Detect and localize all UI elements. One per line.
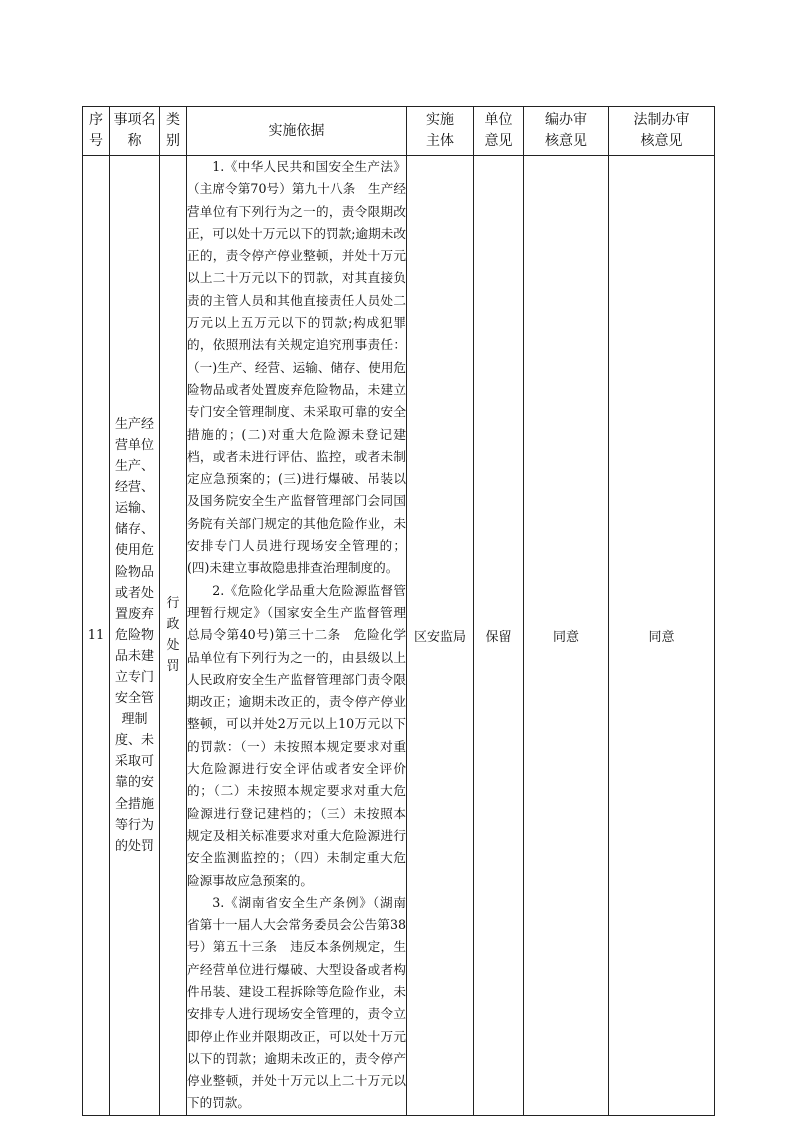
header-office-opinion: 编办审核意见 (524, 107, 609, 156)
basis-paragraph-3: 3.《湖南省安全生产条例》（湖南省第十一届人大会常务委员会公告第38号）第五十三条 违反本条例规定，生产经营单位进行爆破、大型设备或者构件吊装、建设工程拆除等危险作业，未安排专人进行现场安全管理的，责令立即停止作业并限期改正，可以处十万元以下的罚款；逾期未改正的，责令停产停业整顿，并处十万元以上二十万元以下的罚款。 (187, 894, 406, 1111)
header-subject: 实施主体 (407, 107, 474, 156)
table-header-row (83, 107, 715, 156)
row-legal-opinion: 同意 (609, 156, 715, 1116)
header-seq: 序号 (83, 107, 110, 156)
table-row (83, 156, 715, 1116)
items-table (82, 106, 715, 1116)
row-category: 行政处罚 (160, 156, 187, 1116)
basis-paragraph-1: 1.《中华人民共和国安全生产法》（主席令第70号）第九十八条 生产经营单位有下列行为之一的，责令限期改正，可以处十万元以下的罚款;逾期未改正的，责令停产停业整顿，并处十万元以上二十万元以下的罚款，对其直接负责的主管人员和其他直接责任人员处二万元以上五万元以下的罚款;构成犯罪的，依照刑法有关规定追究刑事责任：（一)生产、经营、运输、储存、使用危险物品或者处置废弃危险物品，未建立专门安全管理制度、未采取可靠的安全措施的；(二)对重大危险源未登记建档，或者未进行评估、监控，或者未制定应急预案的；(三)进行爆破、吊装以及国务院安全生产监督管理部门会同国务院有关部门规定的其他危险作业，未安排专门人员进行现场安全管理的；(四)未建立事故隐患排查治理制度的。 (187, 159, 407, 576)
row-unit-opinion: 保留 (474, 156, 524, 1116)
header-item-name: 事项名称 (110, 107, 160, 156)
header-legal-opinion: 法制办审核意见 (609, 107, 715, 156)
row-basis (187, 156, 407, 1116)
header-category: 类别 (160, 107, 187, 156)
row-item-name: 生产经营单位生产、经营、运输、储存、使用危险物品或者处置废弃危险物品未建立专门安全管理制度、未采取可靠的安全措施等行为的处罚 (110, 156, 160, 1116)
basis-paragraph-2: 2.《危险化学品重大危险源监督管理暂行规定》（国家安全生产监督管理总局令第40号)第三十二条 危险化学品单位有下列行为之一的，由县级以上人民政府安全生产监督管理部门责令限期改正；逾期未改正的，责令停产停业整顿，可以并处2万元以上10万元以下的罚款：（一）未按照本规定要求对重大危险源进行安全评估或者安全评价的；（二）未按照本规定要求对重大危险源进行登记建档的；（三）未按照本规定及相关标准要求对重大危险源进行安全监测监控的；（四）未制定重大危险源事故应急预案的。 (187, 582, 406, 888)
row-seq: 11 (83, 156, 110, 1116)
row-subject: 区安监局 (407, 156, 474, 1116)
row-office-opinion: 同意 (524, 156, 609, 1116)
header-basis: 实施依据 (187, 107, 407, 156)
header-unit-opinion: 单位意见 (474, 107, 524, 156)
